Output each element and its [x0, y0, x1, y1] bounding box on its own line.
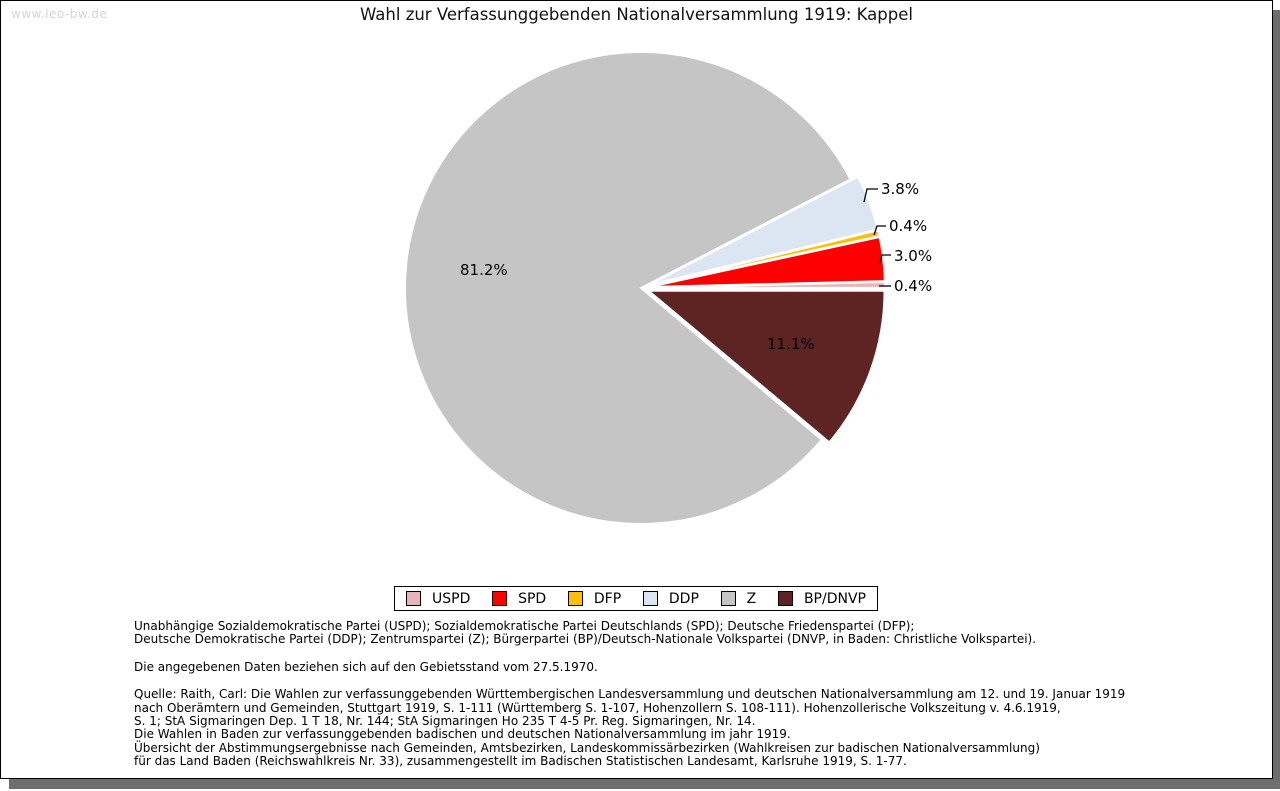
pie-chart	[1, 1, 1280, 581]
legend-swatch-ddp	[643, 591, 658, 606]
slice-label-ddp: 3.8%	[881, 180, 920, 198]
watermark: www.leo-bw.de	[11, 7, 108, 21]
note-line: Deutsche Demokratische Partei (DDP); Zentrumspartei (Z); Bürgerpartei (BP)/Deutsch-Nationale Volkspartei (DNVP, in Baden: Christliche Volkspartei).	[134, 632, 1037, 647]
slice-label-dfp: 0.4%	[889, 217, 928, 235]
legend-entry-spd	[492, 591, 546, 607]
legend-label-uspd: USPD	[432, 590, 471, 607]
party-abbreviations-note	[134, 620, 1234, 647]
territorial-status-note	[134, 661, 1234, 674]
legend-swatch-bp-dnvp	[778, 591, 793, 606]
note-line: Quelle: Raith, Carl: Die Wahlen zur verfassunggebenden Württembergischen Landesversammlung und deutschen Nationalversammlung am 12. und 19. Januar 1919	[134, 687, 1126, 702]
note-line: nach Oberämtern und Gemeinden, Stuttgart 1919, S. 1-111 (Württemberg S. 1-107, Hohenzollern S. 108-111). Hohenzollerische Volkszeitung v. 4.6.1919,	[134, 700, 1061, 715]
note-line: Unabhängige Sozialdemokratische Partei (USPD); Sozialdemokratische Partei Deutschlands (SPD); Deutsche Friedenspartei (DFP);	[134, 619, 915, 633]
slice-label-spd: 3.0%	[894, 247, 933, 265]
legend-entry-dfp	[568, 591, 621, 607]
legend-swatch-uspd	[406, 591, 421, 606]
legend-entry-z	[721, 591, 757, 607]
legend-swatch-dfp	[568, 591, 583, 606]
note-line: für das Land Baden (Reichswahlkreis Nr. 33), zusammengestellt im Badischen Statistischen Landesamt, Karlsruhe 1919, S. 1-77.	[134, 754, 907, 769]
legend-entry-uspd	[406, 591, 470, 607]
legend-label-bp-dnvp: BP/DNVP	[803, 590, 866, 607]
note-line: Übersicht der Abstimmungsergebnisse nach Gemeinden, Amtsbezirken, Landeskommissärbezirken (Wahlkreisen zur badischen Nationalversammlung)	[134, 740, 1040, 755]
slice-label-z: 81.2%	[460, 261, 508, 279]
footnotes	[134, 620, 1234, 783]
legend-label-spd: SPD	[518, 590, 547, 607]
slice-label-bp-dnvp: 11.1%	[767, 335, 815, 353]
note-line: Die Wahlen in Baden zur verfassunggebenden badischen und deutschen Nationalversammlung im jahr 1919.	[134, 727, 791, 742]
legend-label-ddp: DDP	[668, 590, 699, 607]
legend-swatch-z	[721, 591, 736, 606]
source-note	[134, 688, 1234, 768]
legend-swatch-spd	[492, 591, 507, 606]
note-line: Die angegebenen Daten beziehen sich auf den Gebietsstand vom 27.5.1970.	[134, 659, 598, 674]
legend-label-dfp: DFP	[593, 590, 622, 607]
chart-title: Wahl zur Verfassunggebenden Nationalversammlung 1919: Kappel	[360, 5, 913, 24]
slice-label-uspd: 0.4%	[894, 277, 933, 295]
note-line: S. 1; StA Sigmaringen Dep. 1 T 18, Nr. 144; StA Sigmaringen Ho 235 T 4-5 Pr. Reg. Sigmaringen, Nr. 14.	[134, 714, 756, 729]
legend-label-z: Z	[746, 590, 757, 607]
legend-entry-ddp	[643, 591, 699, 607]
legend-entry-bp-dnvp	[778, 591, 866, 607]
legend	[394, 586, 878, 611]
